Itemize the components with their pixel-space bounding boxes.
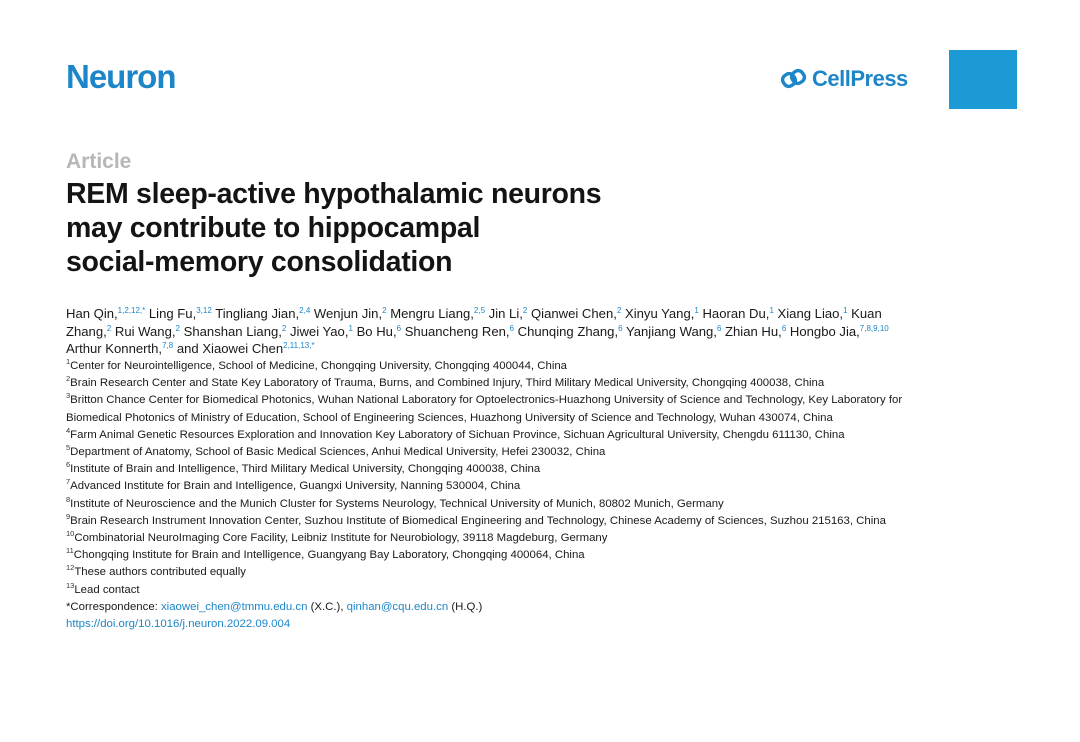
affiliation-item [66, 392, 938, 426]
affiliation-item [66, 564, 938, 581]
correspondence-line [66, 599, 938, 616]
affiliation-item [66, 530, 938, 547]
author-name: Wenjun Jin, [313, 306, 383, 321]
affiliation-number: 11 [66, 546, 74, 556]
publisher-logo [781, 66, 908, 92]
author-name: Chunqing Zhang, [517, 323, 619, 339]
affiliation-item [66, 461, 938, 478]
author [790, 324, 889, 339]
article-type-label: Article [66, 150, 132, 173]
author-affiliation-marker: 1 [843, 306, 848, 315]
affiliation-number: 10 [66, 529, 75, 539]
affiliation-item [66, 358, 938, 375]
affiliation-number: 6 [66, 460, 71, 470]
author-name: Jin Li, [488, 306, 523, 321]
author [290, 324, 353, 339]
affiliation-text: Center for Neurointelligence, School of Medicine, Chongqing University, Chongqing 400044, China [70, 360, 568, 372]
affiliation-item [66, 582, 938, 599]
author [626, 324, 721, 339]
journal-logo: Neuron [66, 58, 176, 95]
affiliation-number: 7 [66, 477, 71, 487]
author [215, 306, 310, 321]
author [314, 306, 387, 321]
affiliation-text: Lead contact [74, 583, 140, 596]
author-name: Bo Hu, [356, 323, 397, 339]
affiliation-number: 3 [66, 391, 71, 401]
author-affiliation-marker: 1 [348, 323, 353, 333]
publisher-name: CellPress [812, 66, 908, 91]
affiliation-text: Chongqing Institute for Brain and Intelligence, Guangyang Bay Laboratory, Chongqing 400064, China [73, 549, 585, 562]
author-affiliation-marker: 2,11,13,* [283, 341, 315, 350]
title-line: may contribute to hippocampal [66, 212, 481, 244]
author-name: Yanjiang Wang, [625, 323, 717, 339]
affiliation-number: 1 [66, 357, 71, 366]
author-name: Kuan Zhang, [66, 306, 882, 339]
affiliation-number: 5 [66, 443, 71, 453]
author [702, 306, 773, 321]
author-affiliation-marker: 2,4 [299, 306, 311, 315]
initials-qin: (H.Q.) [448, 600, 483, 613]
author-name: Hongbo Jia, [789, 323, 860, 339]
affiliation-item [66, 427, 938, 444]
author-affiliation-marker: 1,2,12,* [117, 306, 146, 315]
affiliation-text: Brain Research Instrument Innovation Center, Suzhou Institute of Biomedical Engineering and Technology, Chinese Academy of Sciences, Suzhou 215163, China [70, 514, 886, 527]
author [390, 306, 485, 321]
affiliation-item [66, 513, 938, 530]
email-link-qin[interactable]: qinhan@cqu.edu.cn [346, 600, 449, 613]
author-affiliation-marker: 6 [618, 323, 623, 333]
author-name: Haoran Du, [702, 306, 770, 321]
affiliation-text: Britton Chance Center for Biomedical Photonics, Wuhan National Laboratory for Optoelectronics-Huazhong University of Science and Technology, Key Laboratory for Biomedical Photonics of Ministry of Education, School of Engineering Sciences, Huazhong University of Science and Technology, Wuhan 430074, China [66, 394, 903, 424]
article-title [66, 177, 786, 279]
author-affiliation-marker: 6 [716, 323, 722, 333]
affiliation-list [66, 358, 938, 633]
author-list [66, 305, 926, 358]
author [66, 341, 173, 356]
author-affiliation-marker: 2 [382, 306, 387, 315]
author-name: and Xiaowei Chen [176, 341, 284, 356]
affiliation-text: Farm Animal Genetic Resources Exploration and Innovation Key Laboratory of Sichuan Province, Sichuan Agricultural University, Chengdu 611130, China [70, 428, 845, 441]
doi-link[interactable]: https://doi.org/10.1016/j.neuron.2022.09.004 [66, 618, 291, 631]
author [518, 324, 623, 339]
author-name: Rui Wang, [114, 323, 176, 339]
author-affiliation-marker: 6 [396, 323, 402, 333]
initials-chen: (X.C.), [307, 600, 347, 613]
affiliation-text: Institute of Brain and Intelligence, Third Military Medical University, Chongqing 400038, China [70, 463, 541, 476]
author-name: Shuancheng Ren, [404, 323, 510, 339]
affiliation-text: Advanced Institute for Brain and Intelligence, Guangxi University, Nanning 530004, China [70, 480, 521, 493]
author [149, 306, 212, 321]
affiliation-item [66, 375, 938, 392]
author-name: Zhian Hu, [725, 323, 782, 339]
author [357, 324, 401, 339]
author-name: Xinyu Yang, [624, 306, 695, 321]
corner-color-block [949, 50, 1017, 109]
affiliation-number: 2 [66, 374, 71, 384]
title-line: social-memory consolidation [66, 246, 453, 278]
author-affiliation-marker: 2,5 [473, 306, 486, 315]
author-affiliation-marker: 2 [616, 306, 622, 315]
affiliation-item [66, 444, 938, 461]
author [66, 306, 145, 321]
author-name: Arthur Konnerth, [66, 341, 163, 356]
author-affiliation-marker: 2 [522, 306, 528, 315]
author-affiliation-marker: 6 [509, 323, 514, 333]
affiliation-item [66, 496, 938, 513]
author [115, 324, 180, 339]
author-affiliation-marker: 2 [106, 323, 112, 333]
author-name: Shanshan Liang, [183, 323, 282, 339]
affiliation-item [66, 478, 938, 495]
author [531, 306, 621, 321]
author [625, 306, 699, 321]
author-name: Mengru Liang, [390, 306, 474, 321]
author-affiliation-marker: 2 [175, 323, 180, 333]
author-name: Qianwei Chen, [530, 306, 617, 321]
author-affiliation-marker: 1 [694, 306, 699, 315]
affiliation-number: 12 [66, 563, 75, 573]
author [405, 324, 514, 339]
author-name: Han Qin, [66, 306, 118, 321]
affiliation-item [66, 547, 938, 564]
affiliation-text: Brain Research Center and State Key Laboratory of Trauma, Burns, and Combined Injury, Third Military Medical University, Chongqing 400038, China [70, 377, 825, 390]
author [725, 324, 786, 339]
correspondence-prefix: *Correspondence: [66, 600, 161, 613]
author-name: Tingliang Jian, [215, 306, 300, 321]
author [489, 306, 528, 321]
cellpress-mark-icon [781, 68, 807, 90]
affiliation-text: Combinatorial NeuroImaging Core Facility, Leibniz Institute for Neurobiology, 39118 Magdeburg, Germany [74, 532, 608, 545]
author-affiliation-marker: 2 [281, 323, 287, 333]
affiliation-text: Department of Anatomy, School of Basic Medical Sciences, Anhui Medical University, Hefei 230032, China [70, 446, 606, 459]
email-link-chen[interactable]: xiaowei_chen@tmmu.edu.cn [160, 600, 308, 613]
affiliation-number: 4 [66, 425, 71, 435]
author-affiliation-marker: 7,8,9,10 [859, 323, 889, 333]
author-affiliation-marker: 7,8 [162, 341, 174, 350]
affiliation-number: 13 [66, 580, 75, 590]
title-line: REM sleep-active hypothalamic neurons [66, 178, 602, 210]
affiliation-number: 8 [66, 494, 71, 504]
author [778, 306, 848, 321]
affiliation-text: Institute of Neuroscience and the Munich Cluster for Systems Neurology, Technical University of Munich, 80802 Munich, Germany [70, 497, 724, 510]
author-affiliation-marker: 3,12 [196, 306, 212, 315]
author [177, 341, 315, 356]
affiliation-text: These authors contributed equally [74, 566, 246, 579]
author-affiliation-marker: 6 [781, 323, 787, 333]
author-name: Jiwei Yao, [290, 323, 349, 339]
author [184, 324, 287, 339]
author-affiliation-marker: 1 [769, 306, 774, 315]
author-name: Ling Fu, [148, 306, 197, 321]
author-name: Xiang Liao, [777, 306, 844, 321]
affiliation-number: 9 [66, 511, 71, 521]
